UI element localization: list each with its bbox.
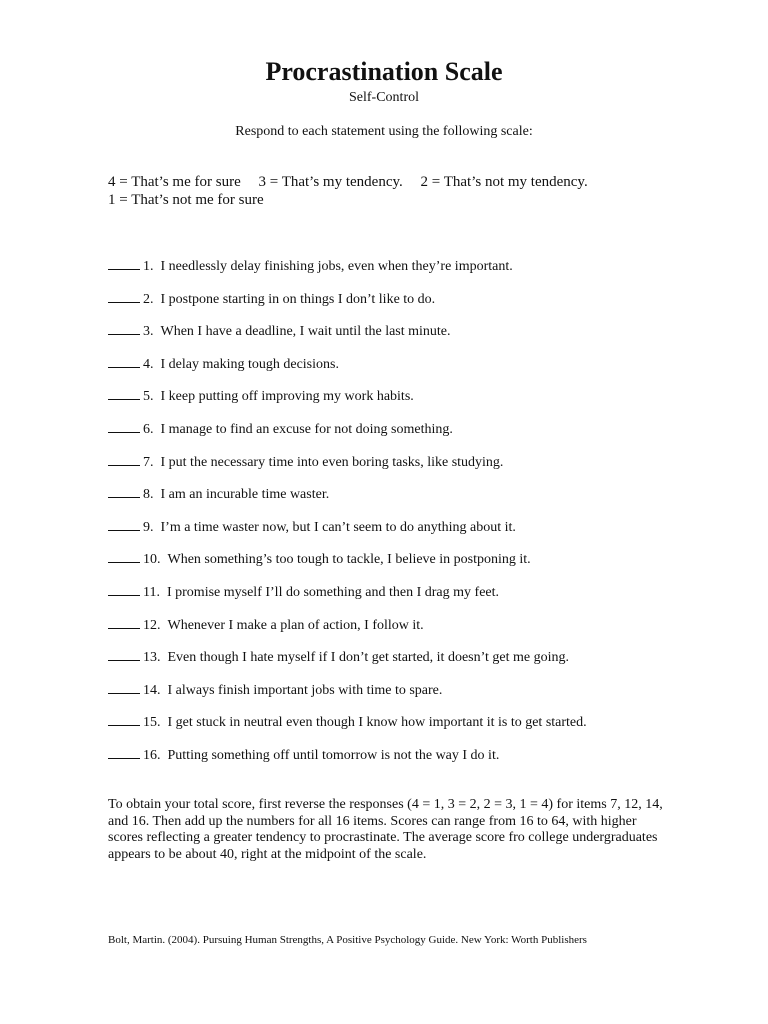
statement-number: 15. [143, 715, 161, 731]
answer-blank[interactable] [108, 746, 140, 759]
statement-item [108, 518, 708, 551]
statement-item [108, 322, 708, 355]
answer-blank[interactable] [108, 355, 140, 368]
statement-number: 3. [143, 324, 154, 340]
statement-text: When something’s too tough to tackle, I believe in postponing it. [167, 552, 531, 568]
answer-blank[interactable] [108, 648, 140, 661]
statement-text: Whenever I make a plan of action, I follow it. [167, 617, 424, 633]
statement-item [108, 420, 708, 453]
statement-item [108, 485, 708, 518]
statement-text: I manage to find an excuse for not doing something. [160, 421, 453, 437]
statement-item [108, 648, 708, 681]
statement-number: 12. [143, 617, 161, 633]
statement-text: I am an incurable time waster. [160, 487, 330, 503]
statement-item [108, 290, 708, 323]
scoring-instructions: To obtain your total score, first reverse the responses (4 = 1, 3 = 2, 2 = 3, 1 = 4) for items 7, 12, 14, and 16. Then add up the numbers for all 16 items. Scores can range from 16 to 64, with higher scores reflecting a greater tendency to procrastinate. The average score fro college undergraduates appears to be about 40, right at the midpoint of the scale. [108, 797, 663, 862]
statement-item [108, 746, 708, 779]
statement-number: 14. [143, 682, 161, 698]
statement-text: I delay making tough decisions. [160, 356, 339, 372]
statement-item [108, 583, 708, 616]
answer-blank[interactable] [108, 681, 140, 694]
statement-item [108, 387, 708, 420]
answer-blank[interactable] [108, 322, 140, 335]
statement-item [108, 550, 708, 583]
statement-number: 8. [143, 487, 154, 503]
statement-item [108, 681, 708, 714]
scale-option-4: 4 = That’s me for sure [108, 174, 241, 190]
statement-number: 9. [143, 519, 154, 535]
statement-number: 4. [143, 356, 154, 372]
statement-number: 10. [143, 552, 161, 568]
statement-number: 6. [143, 421, 154, 437]
statement-item [108, 713, 708, 746]
statement-text: I put the necessary time into even boring tasks, like studying. [160, 454, 504, 470]
statement-text: I get stuck in neutral even though I know how important it is to get started. [167, 715, 587, 731]
answer-blank[interactable] [108, 453, 140, 466]
rating-scale [108, 173, 668, 209]
statement-item [108, 453, 708, 486]
statement-text: When I have a deadline, I wait until the last minute. [160, 324, 451, 340]
statement-text: I keep putting off improving my work habits. [160, 389, 414, 405]
answer-blank[interactable] [108, 550, 140, 563]
answer-blank[interactable] [108, 485, 140, 498]
statement-text: I always finish important jobs with time to spare. [167, 682, 443, 698]
answer-blank[interactable] [108, 518, 140, 531]
statement-text: I postpone starting in on things I don’t like to do. [160, 291, 436, 307]
statement-item [108, 616, 708, 649]
scale-option-2: 2 = That’s not my tendency. [420, 174, 588, 190]
answer-blank[interactable] [108, 713, 140, 726]
answer-blank[interactable] [108, 583, 140, 596]
answer-blank[interactable] [108, 420, 140, 433]
answer-blank[interactable] [108, 257, 140, 270]
statement-number: 16. [143, 747, 161, 763]
instruction-text: Respond to each statement using the following scale: [235, 124, 533, 139]
statement-text: Putting something off until tomorrow is not the way I do it. [167, 747, 500, 763]
answer-blank[interactable] [108, 290, 140, 303]
statement-number: 1. [143, 259, 154, 274]
page-title: Procrastination Scale [265, 57, 503, 86]
citation: Bolt, Martin. (2004). Pursuing Human Strengths, A Positive Psychology Guide. New York: Worth Publishers [108, 934, 587, 946]
statement-text: I’m a time waster now, but I can’t seem to do anything about it. [160, 519, 516, 535]
statement-number: 2. [143, 291, 154, 307]
statement-item [108, 257, 708, 290]
statement-number: 5. [143, 389, 154, 405]
statement-number: 11. [143, 584, 160, 600]
scale-option-1: 1 = That’s not me for sure [108, 192, 264, 208]
scale-line [108, 173, 668, 191]
scale-option-3: 3 = That’s my tendency. [258, 174, 403, 190]
statement-text: I promise myself I’ll do something and then I drag my feet. [166, 584, 500, 600]
statement-text: Even though I hate myself if I don’t get started, it doesn’t get me going. [167, 650, 570, 666]
answer-blank[interactable] [108, 387, 140, 400]
statement-number: 7. [143, 454, 154, 470]
statement-number: 13. [143, 650, 161, 666]
answer-blank[interactable] [108, 616, 140, 629]
page-subtitle: Self-Control [349, 90, 419, 105]
statement-text: I needlessly delay finishing jobs, even when they’re important. [160, 259, 513, 274]
statement-item [108, 355, 708, 388]
statement-list [108, 257, 708, 779]
